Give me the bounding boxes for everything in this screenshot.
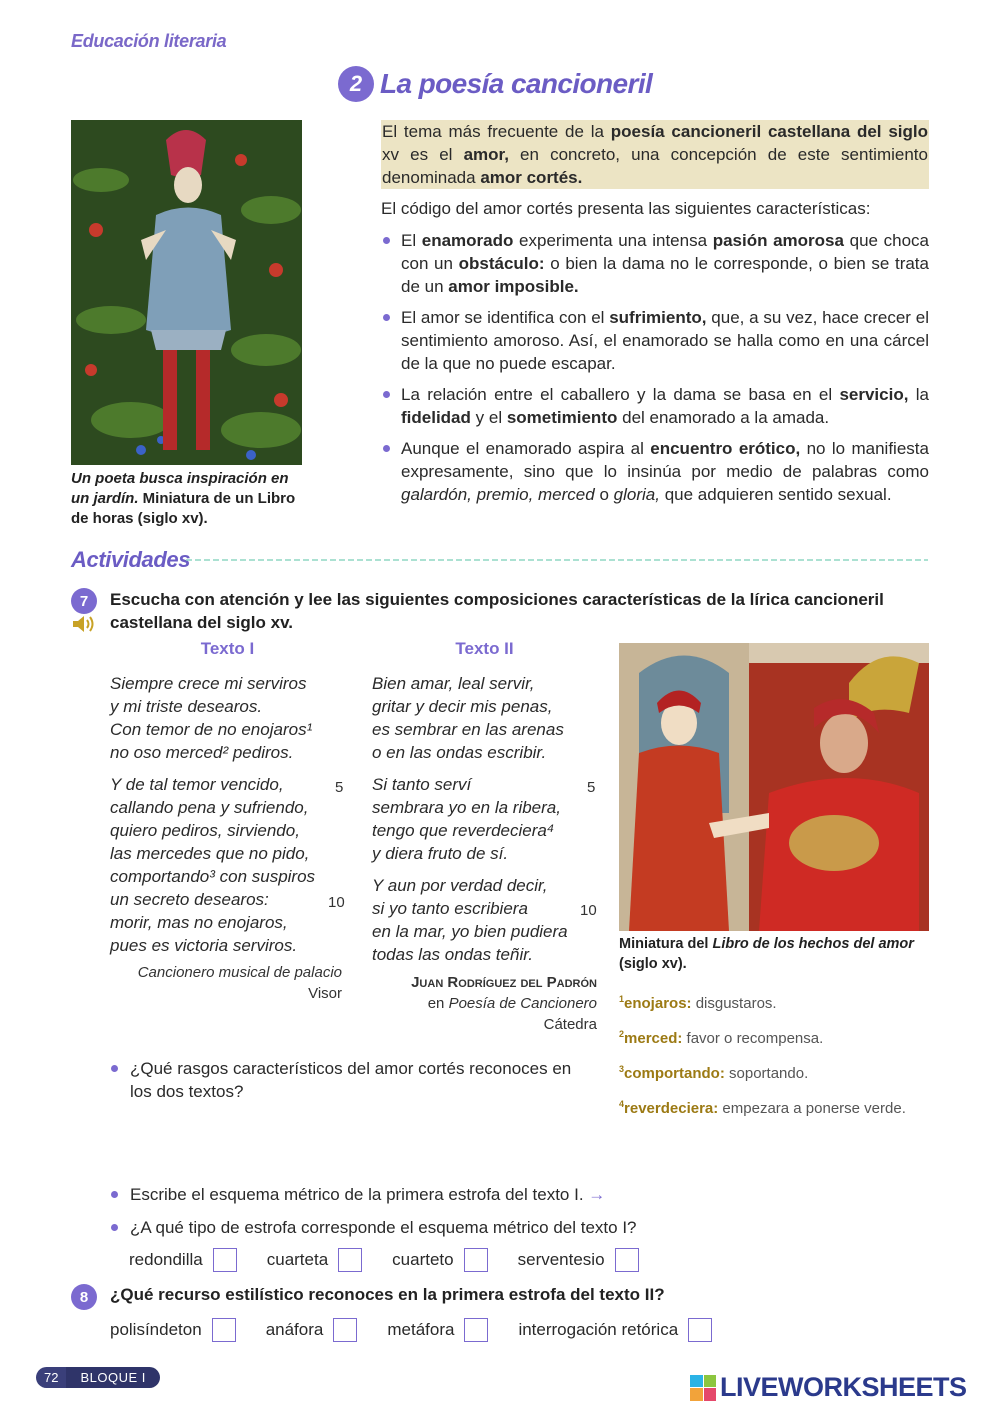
brand-text: LIVEWORKSHEETS: [720, 1372, 967, 1402]
texto2-stanza-2: [372, 773, 597, 865]
option-checkbox[interactable]: [615, 1248, 639, 1272]
list-item: Aunque el enamorado aspira al encuentro erótico, no lo manifiesta expresamente, sino que lo insinúa por medio de palabras como galardón, premio, merced o gloria, que adquieren sentido sexual.: [381, 437, 929, 506]
option-label: cuarteta: [266, 1250, 329, 1269]
poem-line: y diera fruto de sí.: [372, 844, 509, 863]
poem-line: callando pena y sufriendo,: [110, 798, 309, 817]
option-checkbox[interactable]: [464, 1318, 488, 1342]
poem-line: pues es victoria serviros.: [110, 936, 298, 955]
answer-option: [129, 1248, 237, 1272]
option-checkbox[interactable]: [333, 1318, 357, 1342]
activity-8-prompt: ¿Qué recurso estilístico reconoces en la primera estrofa del texto II?: [110, 1285, 665, 1304]
option-label: polisíndeton: [110, 1320, 202, 1339]
glossary: [619, 984, 939, 1124]
poem-line: Con temor de no enojaros¹: [110, 720, 313, 739]
poem-line: Si tanto serví: [372, 775, 472, 794]
figure1-caption-source: Miniatura de un Libro de horas (siglo xv).: [71, 490, 296, 527]
option-checkbox[interactable]: [212, 1318, 236, 1342]
glossary-item: [619, 1019, 939, 1054]
activities-title: Actividades: [71, 547, 191, 572]
glossary-term: enojaros:: [624, 995, 692, 1012]
glossary-number: 1: [619, 994, 625, 1004]
glossary-definition: soportando.: [724, 1065, 809, 1082]
line-number-10: 10: [580, 902, 597, 919]
texto1-poem: [110, 672, 345, 966]
poem-line: en la mar, yo bien pudiera: [372, 922, 568, 941]
liveworksheets-logo-icon: [690, 1375, 716, 1401]
figure1-caption-title: Un poeta busca inspiración en un jardín.: [71, 470, 289, 507]
block-label: BLOQUE I: [66, 1367, 159, 1388]
section-label: Educación literaria: [71, 31, 227, 51]
glossary-term: comportando:: [624, 1065, 725, 1082]
poem-line: y mi triste desearos.: [110, 697, 263, 716]
liveworksheets-brand: [690, 1372, 967, 1403]
texto1-heading: Texto I: [200, 639, 255, 658]
poem-line: todas las ondas teñir.: [372, 945, 533, 964]
poem-line: morir, mas no enojaros,: [110, 913, 288, 932]
glossary-item: [619, 1054, 939, 1089]
list-item: El amor se identifica con el sufrimiento, que, a su vez, hace crecer el sentimiento amoroso. Así, el enamorado se halla como en una cárcel de la que no puede escapar.: [381, 306, 929, 375]
texto2-stanza-1: [372, 672, 597, 764]
activity-7-question-1: ¿Qué rasgos característicos del amor cortés reconoces en los dos textos?: [110, 1057, 590, 1103]
texto1-stanza-1: [110, 672, 345, 764]
line-number-5: 5: [335, 779, 344, 796]
chevron-divider: [186, 552, 928, 568]
option-label: redondilla: [129, 1250, 203, 1269]
activity-7-question-3: ¿A qué tipo de estrofa corresponde el esquema métrico del texto I?: [110, 1216, 760, 1239]
activity-7-options: [129, 1248, 669, 1272]
figure1-caption: [71, 469, 311, 529]
texto2-stanza-3: [372, 874, 597, 966]
option-label: anáfora: [265, 1320, 324, 1339]
poem-line: Y de tal temor vencido,: [110, 775, 284, 794]
texto1-stanza-2: [110, 773, 345, 957]
option-label: cuarteto: [392, 1250, 454, 1269]
glossary-definition: favor o recompensa.: [682, 1030, 824, 1047]
glossary-item: [619, 984, 939, 1019]
intro-highlight: El tema más frecuente de la poesía cancioneril castellana del siglo xv es el amor, en concreto, una concepción de este sentimiento denominada amor cortés.: [382, 122, 928, 187]
line-number-5: 5: [587, 779, 596, 796]
poem-line: o en las ondas escribir.: [372, 743, 547, 762]
poem-line: Bien amar, leal servir,: [372, 674, 535, 693]
answer-option: [392, 1248, 487, 1272]
texto2-source: Juan Rodríguez del Padrón en Poesía de Cancionero Cátedra: [411, 974, 597, 1033]
glossary-number: 2: [619, 1029, 625, 1039]
option-checkbox[interactable]: [338, 1248, 362, 1272]
glossary-term: merced:: [624, 1030, 683, 1047]
poem-line: las mercedes que no pido,: [110, 844, 310, 863]
texto1-source: Cancionero musical de palacio Visor: [137, 964, 342, 1002]
section-number: 2: [338, 66, 374, 102]
option-checkbox[interactable]: [688, 1318, 712, 1342]
poem-line: quiero pediros, sirviendo,: [110, 821, 300, 840]
glossary-item: [619, 1089, 939, 1124]
glossary-number: 3: [619, 1064, 625, 1074]
answer-option: [110, 1318, 236, 1342]
activity-7-number: 7: [71, 588, 97, 614]
line-number-10: 10: [328, 894, 345, 911]
texto2-heading: Texto II: [455, 639, 514, 658]
option-checkbox[interactable]: [464, 1248, 488, 1272]
poem-line: comportando³ con suspiros: [110, 867, 316, 886]
lovers-miniature-image: [619, 643, 929, 931]
activity-7-prompt: Escucha con atención y lee las siguientes composiciones características de la lírica cancioneril castellana del siglo xv.: [110, 590, 884, 632]
poem-line: si yo tanto escribiera: [372, 899, 528, 918]
figure2-caption: Miniatura del Libro de los hechos del amor (siglo xv).: [619, 936, 914, 972]
poet-miniature-image: [71, 120, 302, 465]
audio-speaker-icon[interactable]: [71, 614, 97, 634]
option-label: interrogación retórica: [518, 1320, 679, 1339]
page-title: [338, 66, 652, 102]
activity-7-question-2: Escribe el esquema métrico de la primera estrofa del texto I. →: [110, 1183, 710, 1206]
activity-8-options: [110, 1318, 742, 1342]
arrow-right-icon: →: [588, 1185, 606, 1204]
glossary-number: 4: [619, 1099, 625, 1109]
answer-option: [387, 1318, 488, 1342]
poem-line: un secreto desearos:: [110, 890, 269, 909]
glossary-definition: empezara a ponerse verde.: [718, 1100, 906, 1117]
poem-line: sembrara yo en la ribera,: [372, 798, 561, 817]
code-intro: El código del amor cortés presenta las siguientes características:: [381, 199, 871, 218]
texto2-poem: [372, 672, 597, 975]
answer-option: [518, 1248, 639, 1272]
answer-option: [267, 1248, 362, 1272]
poem-line: no oso merced² pediros.: [110, 743, 294, 762]
poem-line: Siempre crece mi serviros: [110, 674, 307, 693]
list-item: El enamorado experimenta una intensa pasión amorosa que choca con un obstáculo: o bien la dama no le corresponde, o bien se trata de un amor imposible.: [381, 229, 929, 298]
glossary-definition: disgustaros.: [691, 995, 777, 1012]
poem-line: tengo que reverdeciera⁴: [372, 821, 555, 840]
poem-line: es sembrar en las arenas: [372, 720, 564, 739]
answer-option: [518, 1318, 712, 1342]
answer-option: [266, 1318, 358, 1342]
list-item: La relación entre el caballero y la dama se basa en el servicio, la fidelidad y el sometimiento del enamorado a la amada.: [381, 383, 929, 429]
option-label: serventesio: [517, 1250, 605, 1269]
glossary-term: reverdeciera:: [624, 1100, 719, 1117]
option-checkbox[interactable]: [213, 1248, 237, 1272]
poem-line: gritar y decir mis penas,: [372, 697, 553, 716]
activity-8-number: 8: [71, 1284, 97, 1310]
poem-line: Y aun por verdad decir,: [372, 876, 548, 895]
option-label: metáfora: [387, 1320, 455, 1339]
characteristics-list: [381, 229, 929, 514]
page-number: 72: [36, 1367, 66, 1388]
page-footer: [36, 1365, 160, 1389]
section-title: La poesía cancioneril: [380, 68, 653, 99]
